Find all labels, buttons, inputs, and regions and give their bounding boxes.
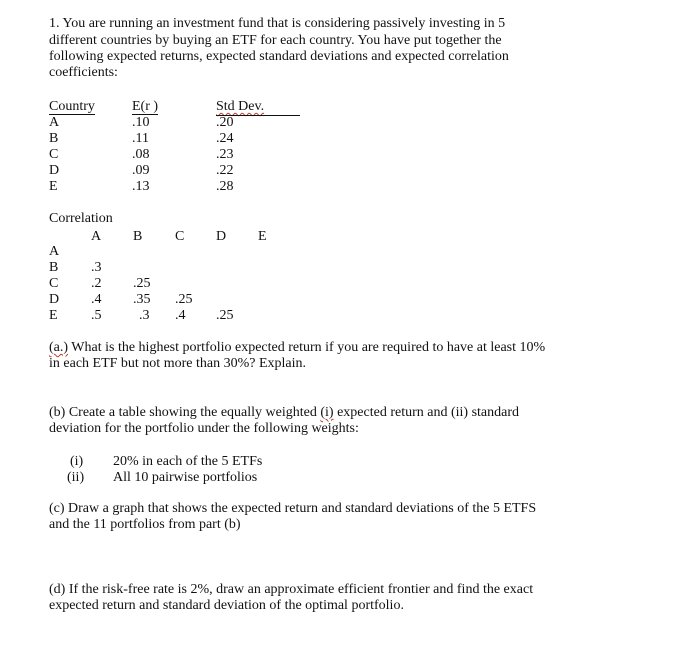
stats-country-a: A (49, 115, 60, 130)
intro-line-3: following expected returns, expected standard deviations and expected correlation (49, 49, 509, 64)
intro-paragraph-source (0, 0, 1, 1)
question-a-text-1: What is the highest portfolio expected return if you are required to have at least 10% (68, 340, 546, 355)
stats-country-d: D (49, 163, 60, 178)
corr-d-a: .4 (91, 292, 102, 307)
header-std-dev (216, 99, 264, 114)
corr-col-d: D (216, 229, 227, 244)
corr-row-a: A (49, 244, 60, 259)
corr-b-a: .3 (91, 260, 102, 275)
corr-d-c: .25 (175, 292, 193, 307)
question-a-label: (a.) (49, 340, 69, 355)
corr-e-c: .4 (175, 308, 186, 323)
question-d-line-1: (d) If the risk-free rate is 2%, draw an approximate efficient frontier and find the exact (49, 582, 534, 597)
correlation-title: Correlation (49, 211, 113, 226)
stats-country-b: B (49, 131, 59, 146)
corr-row-e: E (49, 308, 58, 323)
question-b-item-1-text: 20% in each of the 5 ETFs (113, 454, 263, 469)
corr-c-a: .2 (91, 276, 102, 291)
question-b-text-post: expected return and (ii) standard (333, 405, 519, 420)
stats-sd-c: .23 (216, 147, 234, 162)
stats-sd-b: .24 (216, 131, 234, 146)
question-b-line-1 (49, 405, 519, 421)
stats-country-e: E (49, 179, 58, 194)
corr-col-a: A (91, 229, 102, 244)
question-b-i-marker: (i) (320, 405, 334, 420)
corr-d-b: .35 (133, 292, 151, 307)
stats-country-c: C (49, 147, 59, 162)
question-b-text-pre: (b) Create a table showing the equally weighted (49, 405, 321, 420)
intro-line-2: different countries by buying an ETF for each country. You have put together the (49, 33, 502, 48)
corr-e-b: .3 (139, 308, 150, 323)
question-b-item-1-num: (i) (70, 454, 84, 469)
stats-sd-e: .28 (216, 179, 234, 194)
question-b-item-2-num: (ii) (67, 470, 85, 485)
stats-er-a: .10 (132, 115, 150, 130)
corr-c-b: .25 (133, 276, 151, 291)
corr-col-b: B (133, 229, 143, 244)
corr-e-d: .25 (216, 308, 234, 323)
corr-e-a: .5 (91, 308, 102, 323)
header-std-dev-text: Std Dev. (216, 99, 265, 114)
intro-line-1: 1. You are running an investment fund that is considering passively investing in 5 (49, 16, 506, 31)
stats-er-e: .13 (132, 179, 150, 194)
stats-er-c: .08 (132, 147, 150, 162)
stats-er-b: .11 (132, 131, 149, 146)
question-d-line-2: expected return and standard deviation of the optimal portfolio. (49, 598, 404, 613)
corr-row-b: B (49, 260, 59, 275)
question-c-line-1: (c) Draw a graph that shows the expected return and standard deviations of the 5 ETFS (49, 501, 537, 516)
corr-row-d: D (49, 292, 60, 307)
question-a-line-1 (49, 340, 545, 356)
corr-col-c: C (175, 229, 185, 244)
corr-col-e: E (258, 229, 267, 244)
stats-er-d: .09 (132, 163, 150, 178)
header-expected-return: E(r ) (132, 99, 159, 114)
question-b-line-2: deviation for the portfolio under the following weights: (49, 421, 359, 436)
stats-sd-a: .20 (216, 115, 234, 130)
intro-line-4: coefficients: (49, 65, 118, 80)
question-c-line-2: and the 11 portfolios from part (b) (49, 517, 241, 532)
corr-row-c: C (49, 276, 59, 291)
stats-sd-d: .22 (216, 163, 234, 178)
question-a-line-2: in each ETF but not more than 30%? Explain. (49, 356, 306, 371)
question-b-item-2-text: All 10 pairwise portfolios (113, 470, 258, 485)
header-country: Country (49, 99, 95, 114)
